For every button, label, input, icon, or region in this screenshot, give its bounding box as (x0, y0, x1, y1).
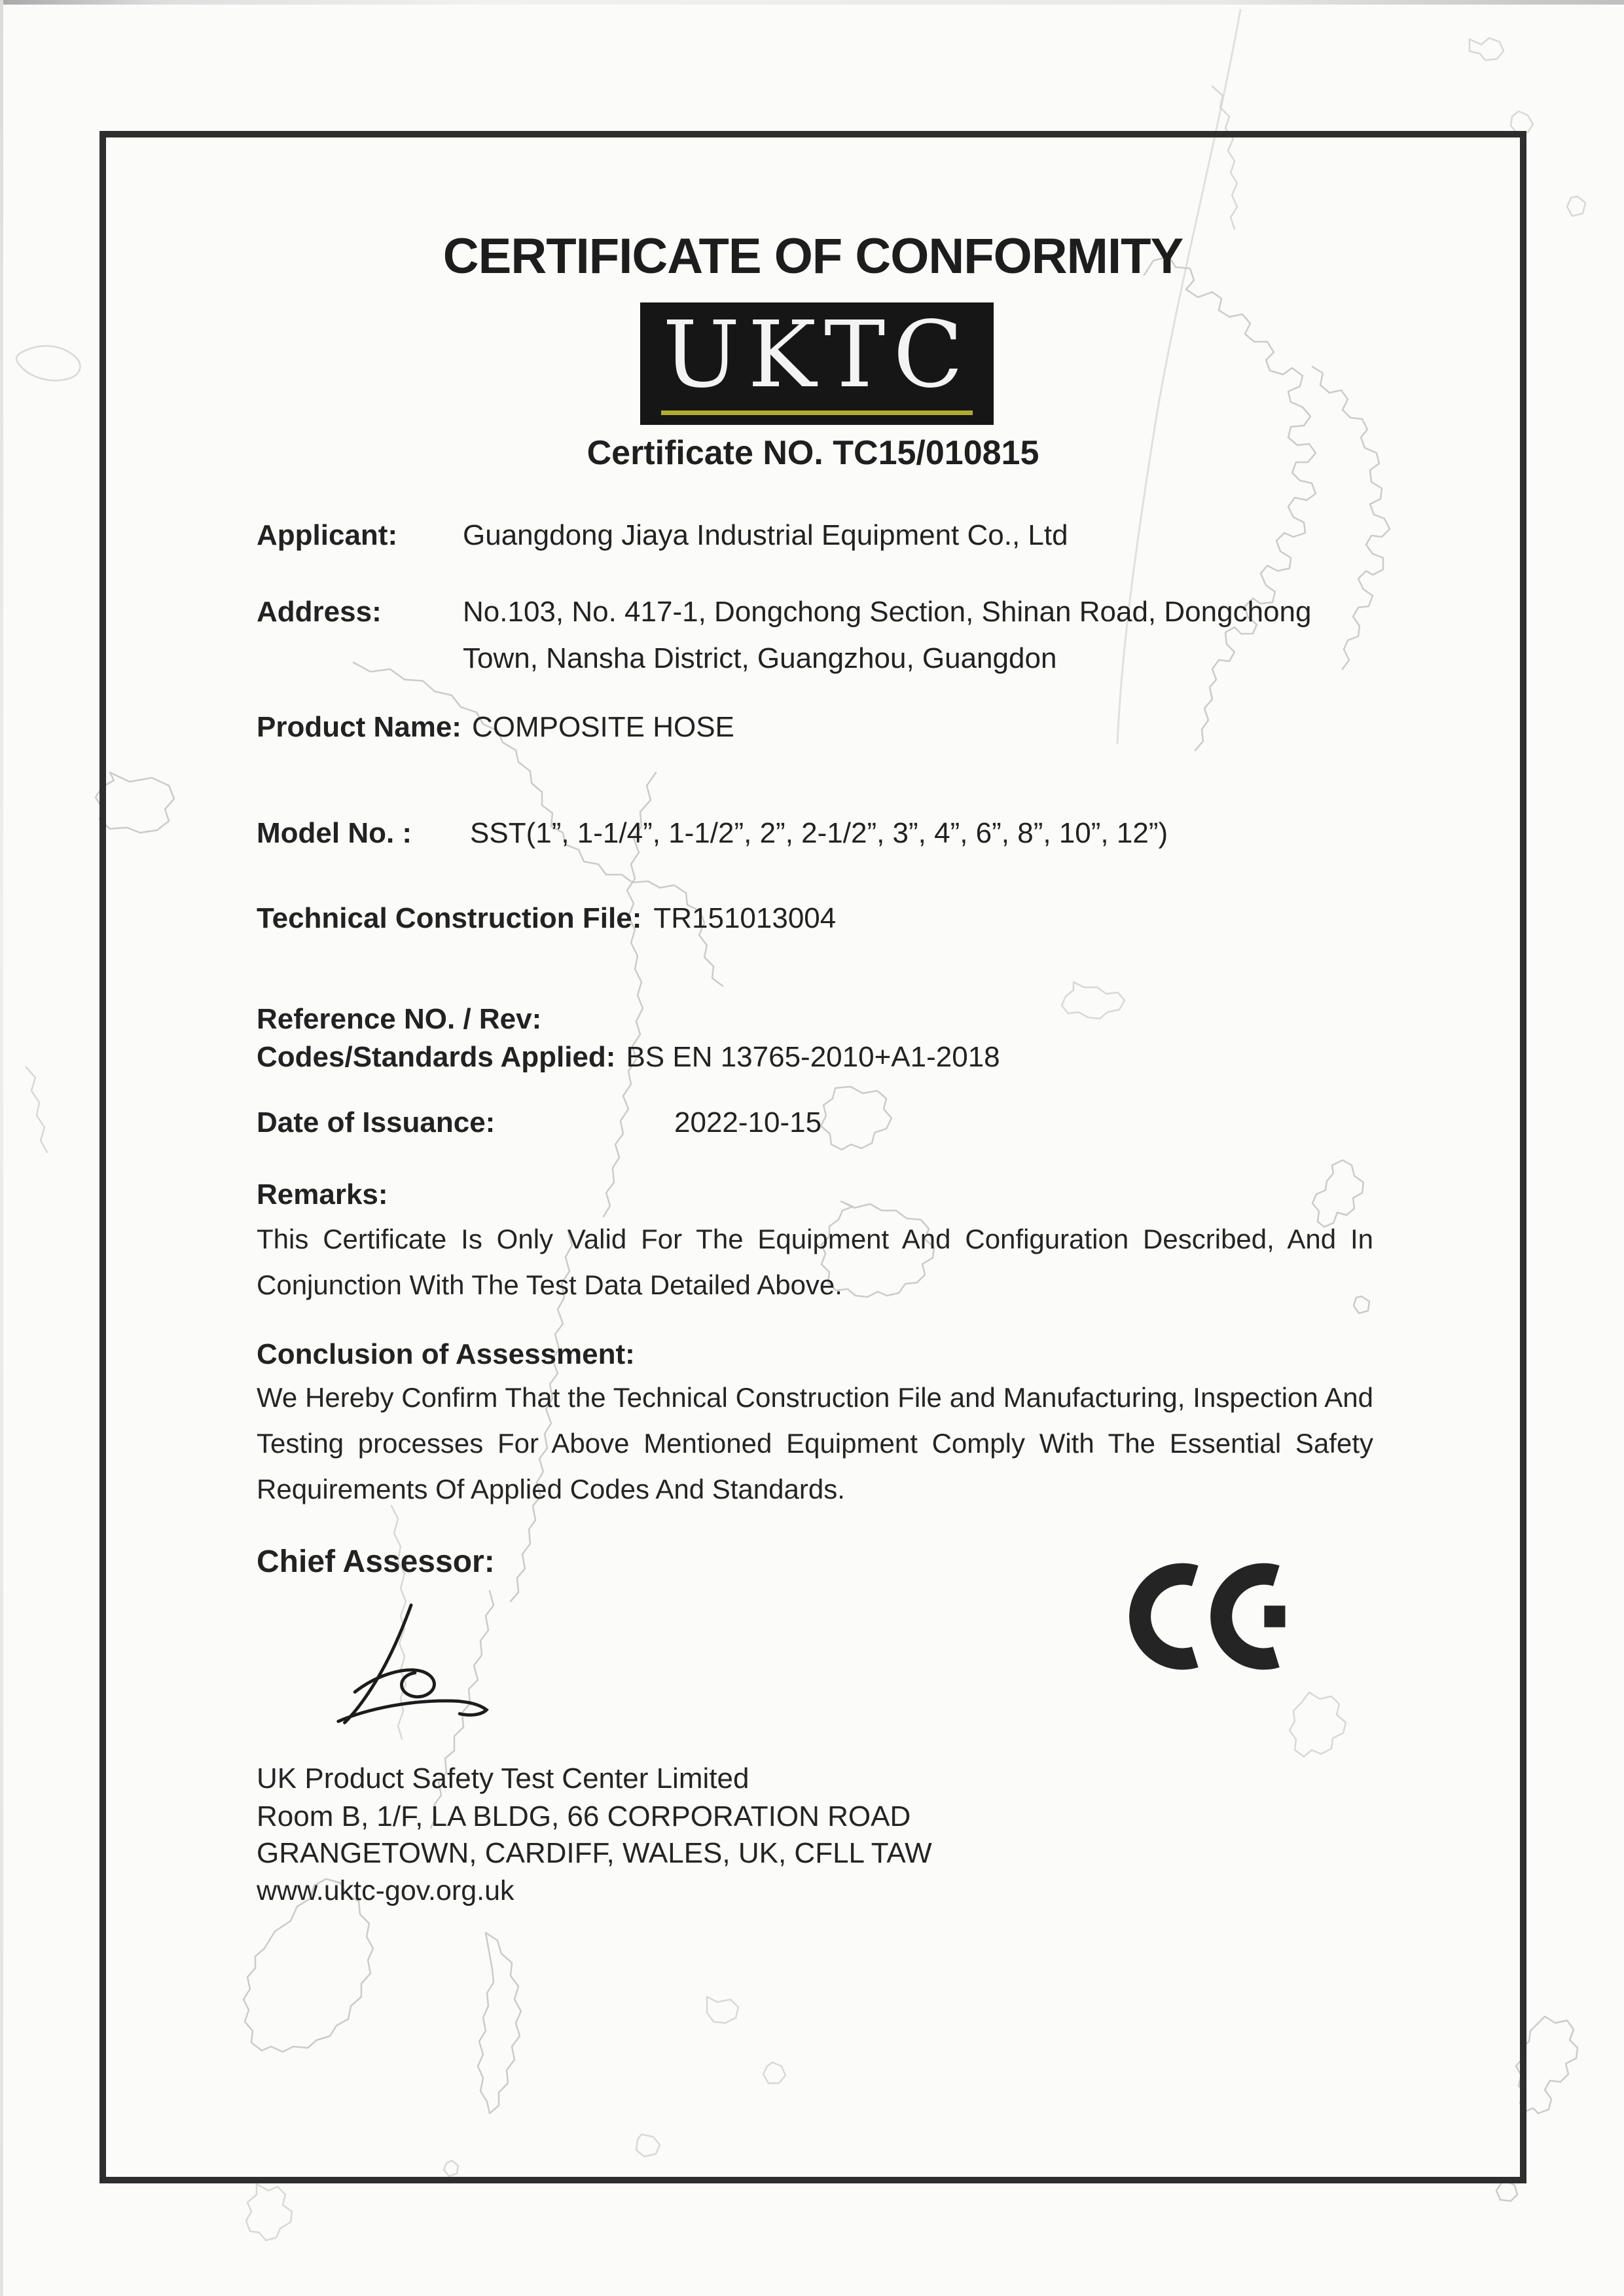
field-address-label: Address: (257, 596, 382, 628)
field-reference-no (257, 1003, 541, 1036)
field-codes-standards (257, 1041, 1000, 1074)
footer-website: www.uktc-gov.org.uk (257, 1875, 514, 1906)
field-date-of-issuance-label: Date of Issuance: (257, 1106, 496, 1139)
footer-organization: UK Product Safety Test Center Limited (257, 1762, 749, 1795)
page-title: CERTIFICATE OF CONFORMITY (442, 228, 1183, 284)
footer-address-line2: GRANGETOWN, CARDIFF, WALES, UK, CFLL TAW (257, 1837, 932, 1869)
field-technical-construction-file-value: TR151013004 (653, 902, 837, 934)
field-address-value: No.103, No. 417-1, Dongchong Section, Shinan Road, Dongchong Town, Nansha District, Guangzhou, Guangdon (463, 596, 1312, 674)
field-applicant (257, 519, 1068, 552)
field-product-name (257, 711, 734, 744)
footer-address-line1: Room B, 1/F, LA BLDG, 66 CORPORATION ROAD (257, 1800, 911, 1832)
field-applicant-value: Guangdong Jiaya Industrial Equipment Co., Ltd (463, 519, 1068, 551)
uktc-logo (640, 302, 994, 425)
field-product-name-label: Product Name: (257, 711, 461, 743)
chief-assessor-label: Chief Assessor: (257, 1544, 495, 1579)
field-applicant-label: Applicant: (257, 519, 398, 551)
field-model-no-label: Model No. : (257, 817, 412, 849)
certificate-number: Certificate NO. TC15/010815 (586, 434, 1039, 472)
field-date-of-issuance (257, 1106, 821, 1139)
field-model-no (257, 817, 1168, 850)
uktc-logo-text: UKTC (662, 302, 971, 409)
ce-mark-icon (1129, 1553, 1294, 1680)
remarks-body: This Certificate Is Only Valid For The Equipment And Configuration Described, And In Conjunction With The Test Data Detailed Above. (257, 1224, 1373, 1300)
field-technical-construction-file (257, 902, 836, 935)
conclusion-body: We Hereby Confirm That the Technical Construction File and Manufacturing, Inspection And Testing processes For Above Mentioned Equipment Comply With The Essential Safety Requirements Of Applied Codes And Standards. (257, 1382, 1373, 1504)
field-product-name-value: COMPOSITE HOSE (471, 711, 734, 743)
conclusion-heading: Conclusion of Assessment: (257, 1338, 635, 1370)
field-technical-construction-file-label: Technical Construction File: (257, 902, 642, 934)
field-address (257, 589, 1379, 682)
field-reference-no-label: Reference NO. / Rev: (257, 1003, 542, 1035)
field-codes-standards-value: BS EN 13765-2010+A1-2018 (626, 1041, 1000, 1073)
uktc-logo-underline (661, 410, 973, 415)
field-model-no-value: SST(1”, 1-1/4”, 1-1/2”, 2”, 2-1/2”, 3”, 4”, 6”, 8”, 10”, 12”) (470, 817, 1168, 849)
remarks-heading: Remarks: (257, 1178, 388, 1211)
field-date-of-issuance-value: 2022-10-15 (674, 1106, 822, 1139)
assessor-signature (308, 1596, 517, 1730)
field-codes-standards-label: Codes/Standards Applied: (257, 1041, 616, 1073)
